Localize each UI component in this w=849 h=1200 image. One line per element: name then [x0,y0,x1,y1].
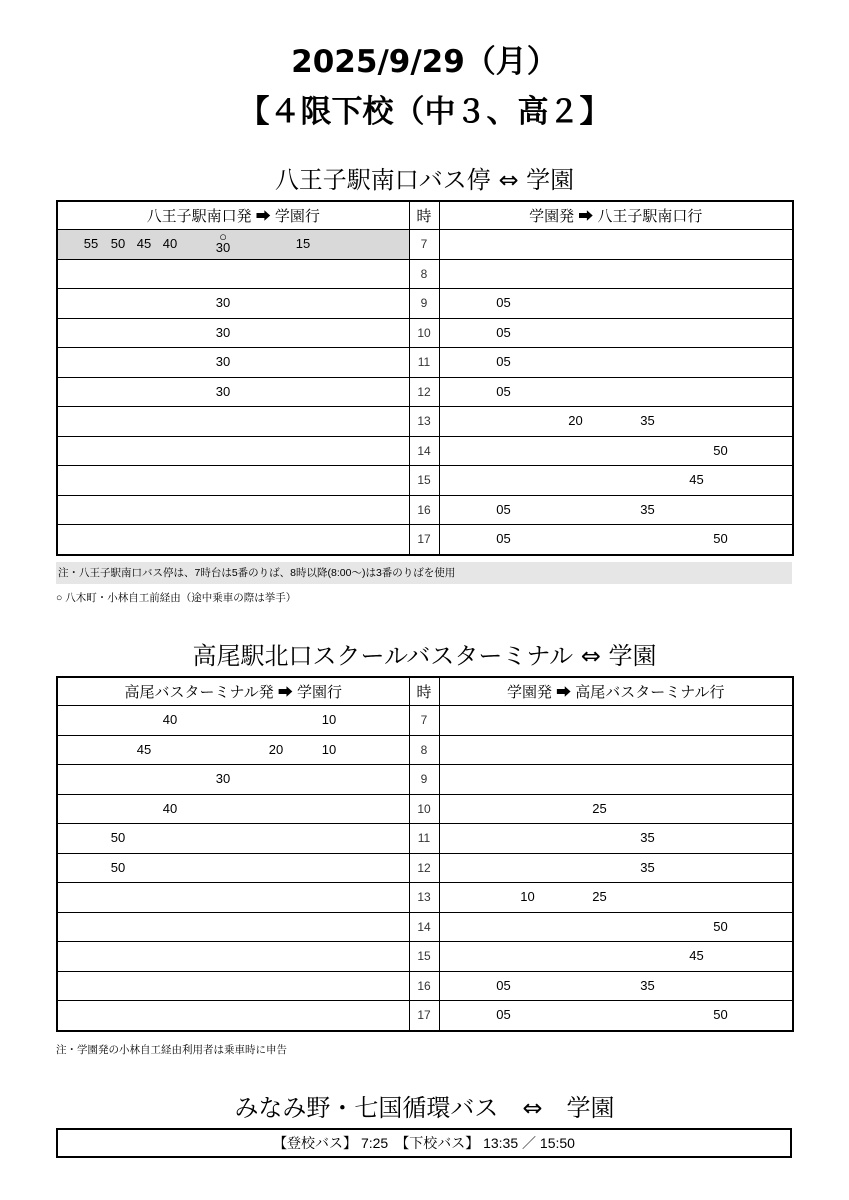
departures-to-school [57,1001,409,1031]
table-row [57,942,793,972]
table-row [57,377,793,407]
departures-from-school [439,912,793,942]
departure-minute: 30 [215,354,231,369]
page-subtitle: 【４限下校（中３、高２】 [238,94,611,130]
departure-minute: 50 [713,918,728,934]
departures-to-school [57,765,409,795]
departures-to-school [57,230,409,260]
table-row [57,495,793,525]
departure-minute: 45 [136,236,152,251]
hour-cell: 17 [409,1001,439,1031]
departures-from-school [439,525,793,555]
table-row [57,706,793,736]
departures-to-school [57,348,409,378]
departures-from-school [439,259,793,289]
hour-cell: 14 [409,912,439,942]
hour-cell: 12 [409,377,439,407]
departure-minute: 50 [110,830,126,845]
departures-from-school [439,824,793,854]
departure-minute: 40 [162,800,178,816]
departure-minute: 30 [215,295,231,310]
table-row [57,1001,793,1031]
table-row [57,735,793,765]
left-column-header: 高尾バスターミナル発 ➡ 学園行 [57,677,409,706]
departures-to-school [57,407,409,437]
hour-cell: 7 [409,230,439,260]
departures-from-school [439,289,793,319]
departure-minute: 15 [295,236,311,251]
departures-from-school [439,407,793,437]
departure-minute: 35 [640,501,655,517]
departures-to-school [57,525,409,555]
table-row [57,883,793,913]
departures-to-school [57,942,409,972]
timetable-hachioji [56,200,794,556]
departure-minute: 30 [215,324,231,340]
table-row [57,912,793,942]
table-row [57,436,793,466]
departure-minute: 20 [568,413,583,428]
hour-cell: 14 [409,436,439,466]
table-row [57,348,793,378]
departures-from-school [439,495,793,525]
departure-minute: 45 [689,948,704,963]
hour-cell: 17 [409,525,439,555]
departures-from-school [439,706,793,736]
departure-minute: 25 [592,800,607,816]
departures-from-school [439,230,793,260]
table-row [57,289,793,319]
departure-minute: 40 [162,236,178,251]
hour-cell: 16 [409,971,439,1001]
departure-minute-marked: ○ 30 [215,229,231,255]
departure-minute: 45 [136,741,152,757]
table-row [57,971,793,1001]
departures-from-school [439,318,793,348]
note-hachioji-route: ○ 八木町・小林自工前経由（途中乗車の際は挙手） [56,592,297,604]
hour-cell: 7 [409,706,439,736]
departure-minute: 05 [496,354,511,369]
table-row [57,466,793,496]
note-hachioji-platform: 注・八王子駅南口バス停は、7時台は5番のりば、8時以降(8:00～)は3番のりばを使用 [56,562,792,584]
departures-from-school [439,1001,793,1031]
departure-minute: 30 [215,771,231,786]
departures-from-school [439,466,793,496]
departures-from-school [439,971,793,1001]
departure-minute: 25 [592,889,607,904]
hour-column-header: 時 [409,201,439,230]
table-row [57,259,793,289]
departure-minute: 50 [110,236,126,251]
departures-to-school [57,259,409,289]
departure-minute: 35 [640,977,655,993]
hour-cell: 8 [409,259,439,289]
departures-to-school [57,971,409,1001]
hour-cell: 11 [409,348,439,378]
hour-cell: 15 [409,466,439,496]
departure-minute: 10 [321,741,337,757]
departure-minute: 55 [83,236,99,251]
departure-minute: 35 [640,859,655,875]
hour-cell: 13 [409,407,439,437]
note-takao: 注・学園発の小林自工経由利用者は乗車時に申告 [56,1044,287,1056]
departures-to-school [57,318,409,348]
section-title-loop-bus: みなみ野・七国循環バス ⇔ 学園 [234,1094,615,1122]
table-row [57,407,793,437]
table-row [57,525,793,555]
loop-bus-info: 【登校バス】 7:25 【下校バス】 13:35 ／ 15:50 [56,1128,792,1158]
departures-to-school [57,824,409,854]
table-row [57,318,793,348]
departures-to-school [57,912,409,942]
timetable-takao [56,676,794,1032]
right-column-header: 学園発 ➡ 高尾バスターミナル行 [439,677,793,706]
departures-to-school [57,466,409,496]
departure-minute: 10 [520,889,535,904]
departure-minute: 20 [268,741,284,757]
departures-to-school [57,377,409,407]
departure-minute: 40 [162,712,178,727]
departures-from-school [439,377,793,407]
hour-cell: 11 [409,824,439,854]
hour-cell: 16 [409,495,439,525]
right-column-header: 学園発 ➡ 八王子駅南口行 [439,201,793,230]
departure-minute: 05 [496,977,511,993]
table-row [57,853,793,883]
departure-minute: 50 [713,1007,728,1022]
departure-minute: 05 [496,531,511,546]
departures-to-school [57,495,409,525]
left-column-header: 八王子駅南口発 ➡ 学園行 [57,201,409,230]
departures-from-school [439,436,793,466]
table-row [57,230,793,260]
departure-minute: 05 [496,324,511,340]
departures-from-school [439,765,793,795]
departure-minute: 30 [215,383,231,399]
hour-cell: 13 [409,883,439,913]
hour-column-header: 時 [409,677,439,706]
departures-from-school [439,883,793,913]
departure-minute: 50 [110,859,126,875]
departure-minute: 10 [321,712,337,727]
departure-minute: 05 [496,383,511,399]
departure-minute: 35 [640,413,655,428]
departures-from-school [439,735,793,765]
departures-from-school [439,348,793,378]
hour-cell: 9 [409,289,439,319]
departure-minute: 50 [713,442,728,458]
table-row [57,824,793,854]
departures-to-school [57,735,409,765]
hour-cell: 8 [409,735,439,765]
page-date: 2025/9/29（月） [291,44,558,80]
departures-from-school [439,942,793,972]
departure-minute: 35 [640,830,655,845]
departures-to-school [57,883,409,913]
departure-minute: 50 [713,531,728,546]
section-title-takao: 高尾駅北口スクールバスターミナル ⇔ 学園 [192,642,657,670]
departures-to-school [57,706,409,736]
hour-cell: 15 [409,942,439,972]
departures-from-school [439,794,793,824]
hour-cell: 12 [409,853,439,883]
departure-minute: 45 [689,472,704,487]
departure-minute: 05 [496,295,511,310]
departures-to-school [57,794,409,824]
hour-cell: 10 [409,318,439,348]
hour-cell: 9 [409,765,439,795]
section-title-hachioji: 八王子駅南口バス停 ⇔ 学園 [274,166,575,194]
hour-cell: 10 [409,794,439,824]
departures-to-school [57,289,409,319]
departures-to-school [57,436,409,466]
departure-minute: 05 [496,1007,511,1022]
departure-minute: 05 [496,501,511,517]
table-row [57,765,793,795]
table-row [57,794,793,824]
departures-from-school [439,853,793,883]
departures-to-school [57,853,409,883]
